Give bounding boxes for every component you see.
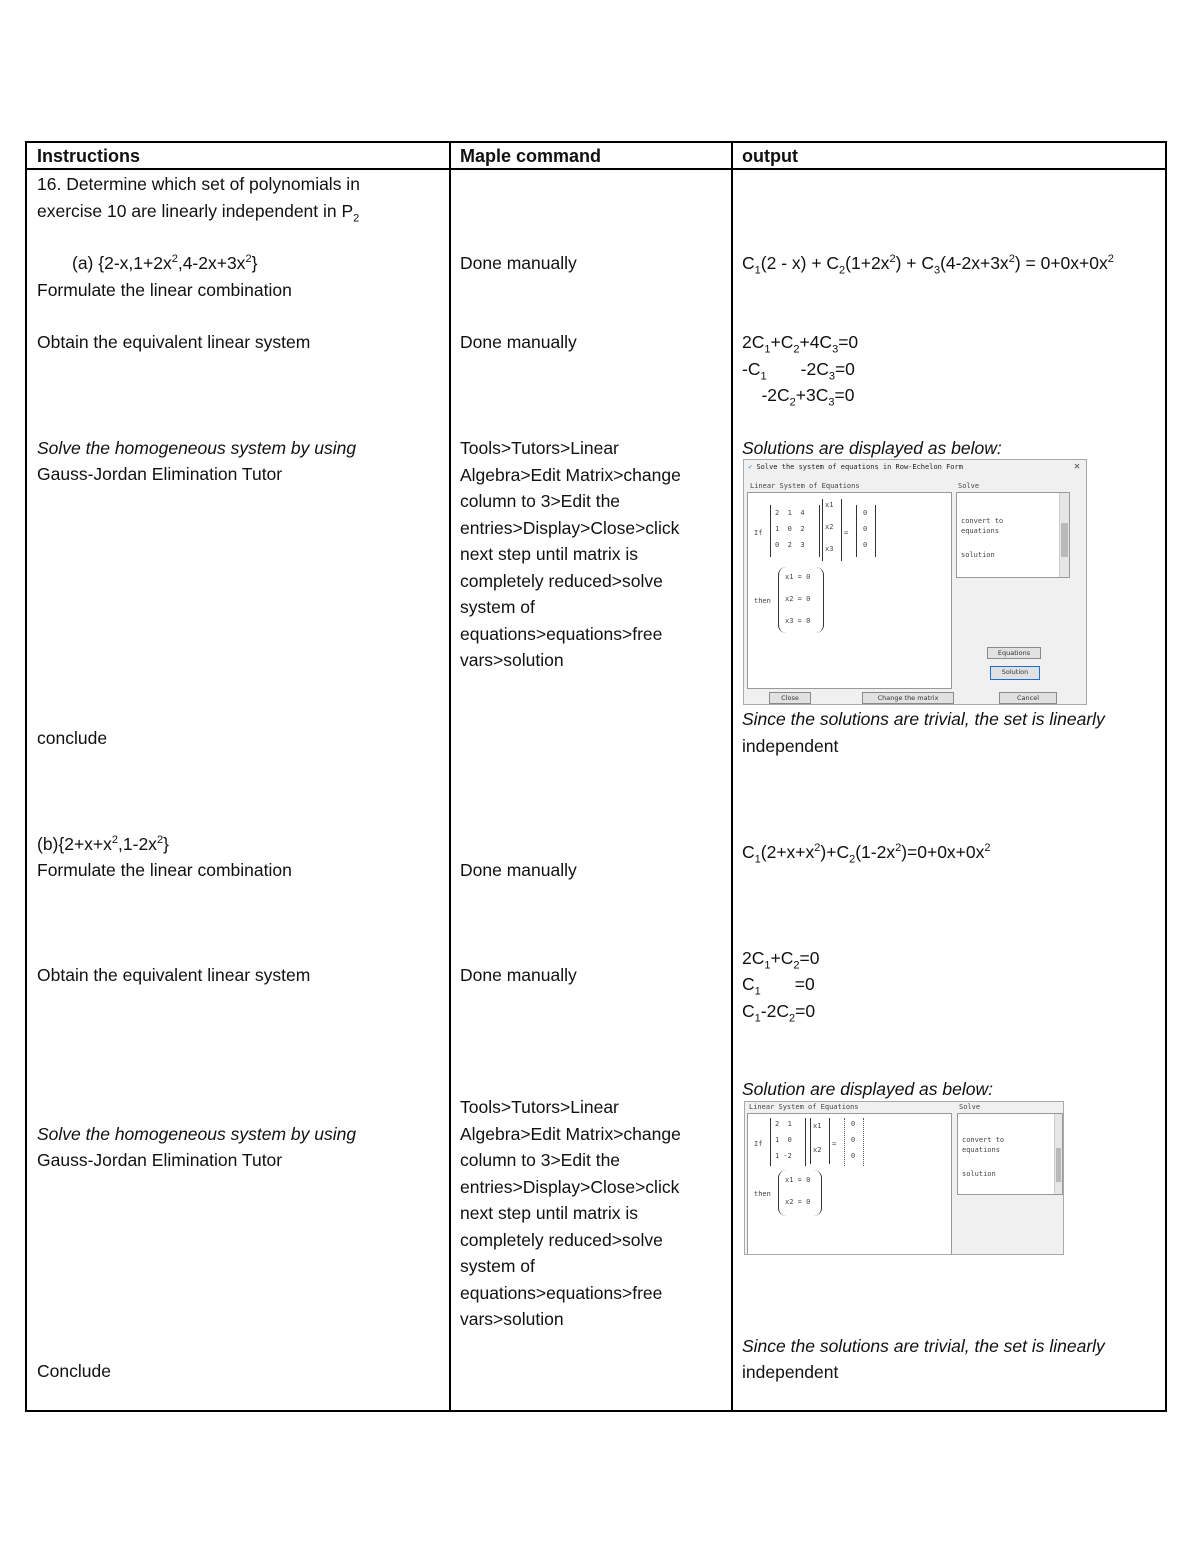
- table-right-border: [1165, 141, 1167, 1412]
- scrollbar-a[interactable]: [1059, 493, 1069, 577]
- var-label: x1: [825, 501, 834, 509]
- formulate-a: Formulate the linear combination: [37, 280, 292, 300]
- step-line: entries>Display>Close>click: [460, 517, 680, 538]
- if-label-a: If: [754, 529, 763, 537]
- group-right-label-b: Solve: [959, 1103, 981, 1111]
- step-line: completely reduced>solve: [460, 1229, 663, 1250]
- right-panel-b: [957, 1113, 1063, 1195]
- step-line: system of: [460, 1256, 535, 1276]
- obtain-b-command: Done manually: [460, 965, 577, 985]
- conclusion-a-line-2: independent: [742, 736, 839, 756]
- close-x-icon: ✕: [1073, 461, 1080, 472]
- system-a-eq2: $-C_1$ $-2C_3=0$: [742, 359, 855, 383]
- step-line: completely reduced>solve: [460, 570, 663, 591]
- obtain-b: Obtain the equivalent linear system: [37, 965, 311, 985]
- right-panel-line: equations: [962, 1146, 1000, 1154]
- group-left-label-b: Linear System of Equations: [749, 1103, 859, 1111]
- table-left-border: [25, 141, 27, 1412]
- var-label: x2: [813, 1146, 822, 1154]
- step-line: Tools>Tutors>Linear: [460, 438, 619, 458]
- lincomb-a: $C_1(2 - x) + C_2(1+2x^2) + C_3(4-2x+3x^2) = 0+0x+0x^2$: [742, 253, 1114, 277]
- system-b-eq1: $2C_1+C_2=0$: [742, 948, 820, 972]
- right-panel-line: convert to: [962, 1136, 1005, 1144]
- solve-b-line-2: Gauss-Jordan Elimination Tutor: [37, 1150, 283, 1170]
- step-line: Tools>Tutors>Linear: [460, 1097, 619, 1117]
- matrix-a: [770, 505, 820, 557]
- matrix-b: [770, 1118, 806, 1166]
- solution-value: x1 = 0: [785, 573, 811, 581]
- table-bottom-border: [26, 1410, 1167, 1412]
- intro-line-2: exercise 10 are linearly independent in $P_2$: [37, 201, 360, 225]
- solve-a-line-2: Gauss-Jordan Elimination Tutor: [37, 464, 283, 484]
- step-line: system of: [460, 597, 535, 617]
- matrix-row: 0 2 3: [775, 541, 805, 549]
- conclusion-a-line-1: Since the solutions are trivial, the set is linearly: [742, 709, 1105, 729]
- then-label-a: then: [754, 597, 771, 605]
- left-panel-b: [747, 1113, 952, 1255]
- solve-a-line-1: Solve the homogeneous system by using: [37, 438, 357, 458]
- step-line: equations>equations>free: [460, 623, 663, 644]
- step-line: entries>Display>Close>click: [460, 1176, 680, 1197]
- matrix-row: 1 0: [775, 1136, 792, 1144]
- obtain-a-command: Done manually: [460, 332, 577, 352]
- step-line: column to 3>Edit the: [460, 491, 621, 511]
- rhs-value: 0: [863, 525, 868, 533]
- conclusion-b-line-1: Since the solutions are trivial, the set is linearly: [742, 1336, 1105, 1356]
- left-panel-a: [747, 492, 952, 689]
- rhs-value: 0: [851, 1152, 856, 1160]
- solution-set-b: [778, 1170, 822, 1216]
- then-label-b: then: [754, 1190, 771, 1198]
- cancel-button[interactable]: Cancel: [999, 692, 1057, 704]
- maple-dialog-screenshot-a: [743, 459, 1087, 705]
- rhs-value: 0: [851, 1120, 856, 1128]
- steps-a: [460, 435, 681, 674]
- obtain-a: Obtain the equivalent linear system: [37, 332, 311, 352]
- solution-value: x2 = 0: [785, 1198, 811, 1206]
- if-label-b: If: [754, 1140, 763, 1148]
- formulate-b: Formulate the linear combination: [37, 860, 292, 880]
- rhs-value: 0: [863, 509, 868, 517]
- rhs-value: 0: [851, 1136, 856, 1144]
- solution-value: x2 = 0: [785, 595, 811, 603]
- right-panel-line: equations: [961, 527, 999, 535]
- formulate-b-command: Done manually: [460, 860, 577, 880]
- solve-b-line-1: Solve the homogeneous system by using: [37, 1124, 357, 1144]
- step-line: next step until matrix is: [460, 1203, 638, 1223]
- step-line: column to 3>Edit the: [460, 1150, 621, 1170]
- formulate-a-command: Done manually: [460, 253, 577, 273]
- matrix-row: 1 0 2: [775, 525, 805, 533]
- var-label: x3: [825, 545, 834, 553]
- right-panel-line: solution: [961, 551, 995, 559]
- step-line: next step until matrix is: [460, 544, 638, 564]
- step-line: vars>solution: [460, 650, 564, 670]
- rhs-vector-b: [844, 1118, 864, 1166]
- rhs-value: 0: [863, 541, 868, 549]
- steps-b: [460, 1094, 681, 1333]
- system-a-eq3: $-2C_2+3C_3=0$: [742, 385, 855, 409]
- column-divider-2: [731, 141, 733, 1412]
- vars-vector-b: [810, 1118, 830, 1164]
- set-a-label: (a) $\{2-x,1+2x^2,4-2x+3x^2\}$: [72, 253, 258, 273]
- solutions-note-b: Solution are displayed as below:: [742, 1079, 993, 1099]
- solution-value: x3 = 0: [785, 617, 811, 625]
- dialog-title-a: ✓ Solve the system of equations in Row-Echelon Form: [748, 463, 963, 471]
- solution-value: x1 = 0: [785, 1176, 811, 1184]
- right-panel-a: [956, 492, 1070, 578]
- step-line: vars>solution: [460, 1309, 564, 1329]
- conclude-b: Conclude: [37, 1361, 111, 1381]
- equals-sign: =: [832, 1140, 837, 1148]
- set-b-label: $(b)\{2+x+x^2,1-2x^2\}$: [37, 834, 169, 854]
- lincomb-b: $C_1(2+x+x^2)+C_2(1-2x^2)=0+0x+0x^2$: [742, 842, 991, 866]
- var-label: x2: [825, 523, 834, 531]
- right-panel-line: convert to: [961, 517, 1004, 525]
- step-line: equations>equations>free: [460, 1282, 663, 1303]
- rhs-vector-a: [856, 505, 876, 557]
- header-instructions: Instructions: [37, 146, 141, 166]
- solution-button[interactable]: Solution: [990, 666, 1040, 680]
- right-panel-line: solution: [962, 1170, 996, 1178]
- group-right-label-a: Solve: [958, 482, 980, 490]
- change-matrix-button[interactable]: Change the matrix: [862, 692, 954, 704]
- conclude-a: conclude: [37, 728, 108, 748]
- system-a-eq1: $2C_1+C_2+4C_3=0$: [742, 332, 859, 356]
- equals-sign: =: [844, 529, 849, 537]
- header-maple-command: Maple command: [460, 146, 602, 166]
- column-divider-1: [449, 141, 451, 1412]
- scrollbar-b[interactable]: [1054, 1114, 1062, 1194]
- var-label: x1: [813, 1122, 822, 1130]
- matrix-row: 1 -2: [775, 1152, 792, 1160]
- system-b-eq2: $C_1$ =0: [742, 974, 815, 998]
- step-line: Algebra>Edit Matrix>change: [460, 464, 681, 485]
- matrix-row: 2 1: [775, 1120, 792, 1128]
- vars-vector-a: [822, 499, 842, 561]
- maple-dialog-screenshot-b: [744, 1101, 1064, 1255]
- group-left-label-a: Linear System of Equations: [750, 482, 860, 490]
- close-button[interactable]: Close: [769, 692, 811, 704]
- solution-set-a: [778, 567, 824, 633]
- system-b-eq3: $C_1-2C_2=0$: [742, 1001, 816, 1025]
- step-line: Algebra>Edit Matrix>change: [460, 1123, 681, 1144]
- intro-line-1: 16. Determine which set of polynomials in: [37, 174, 360, 194]
- equations-button[interactable]: Equations: [987, 647, 1041, 659]
- solutions-note-a: Solutions are displayed as below:: [742, 438, 1002, 458]
- header-output: output: [742, 146, 798, 166]
- conclusion-b-line-2: independent: [742, 1362, 839, 1382]
- matrix-row: 2 1 4: [775, 509, 805, 517]
